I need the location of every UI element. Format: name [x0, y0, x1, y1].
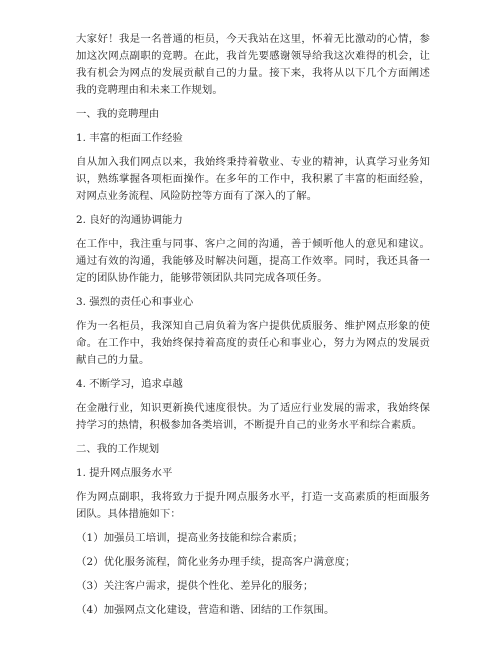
intro-paragraph: 大家好！我是一名普通的柜员，今天我站在这里，怀着无比激动的心情，参加这次网点副职的竞聘。在此，我首先要感谢领导给我这次难得的机会，让我有机会为网点的发展贡献自己的力量。接下来，我将从以下几个方面阐述我的竞聘理由和未来工作规划。 [76, 33, 430, 96]
section-1-paragraph-4: 在金融行业，知识更新换代速度很快。为了适应行业发展的需求，我始终保持学习的热情，积极参加各类培训，不断提升自己的业务水平和综合素质。 [76, 402, 430, 431]
section-1-heading-3: 3. 强烈的责任心和事业心 [76, 296, 194, 308]
section-1-heading-4: 4. 不断学习，追求卓越 [76, 378, 183, 390]
section-1-paragraph-1: 自从加入我们网点以来，我始终秉持着敬业、专业的精神，认真学习业务知识，熟练掌握各项柜面操作。在多年的工作中，我积累了丰富的柜面经验，对网点业务流程、风险防控等方面有了深入的了解。 [76, 156, 430, 202]
section-1-title: 一、我的竞聘理由 [76, 108, 160, 120]
section-1-paragraph-2: 在工作中，我注重与同事、客户之间的沟通，善于倾听他人的意见和建议。通过有效的沟通，我能够及时解决问题，提高工作效率。同时，我还具备一定的团队协作能力，能够带领团队共同完成各项任务。 [76, 238, 430, 284]
section-2-title: 二、我的工作规划 [76, 443, 160, 455]
list-item: （4）加强网点文化建设，营造和谐、团结的工作氛围。 [76, 604, 335, 616]
section-1-heading-1: 1. 丰富的柜面工作经验 [76, 132, 183, 144]
list-item: （3）关注客户需求，提供个性化、差异化的服务； [76, 580, 314, 592]
section-2-heading-1: 1. 提升网点服务水平 [76, 467, 173, 479]
list-item: （2）优化服务流程，简化业务办理手续，提高客户满意度； [76, 556, 356, 568]
section-2-paragraph-1: 作为网点副职，我将致力于提升网点服务水平，打造一支高素质的柜面服务团队。具体措施如下： [76, 491, 430, 520]
section-1-paragraph-3: 作为一名柜员，我深知自己肩负着为客户提供优质服务、维护网点形象的使命。在工作中，我始终保持着高度的责任心和事业心，努力为网点的发展贡献自己的力量。 [76, 320, 430, 366]
list-item: （1）加强员工培训，提高业务技能和综合素质； [76, 532, 304, 544]
section-1-heading-2: 2. 良好的沟通协调能力 [76, 214, 183, 226]
